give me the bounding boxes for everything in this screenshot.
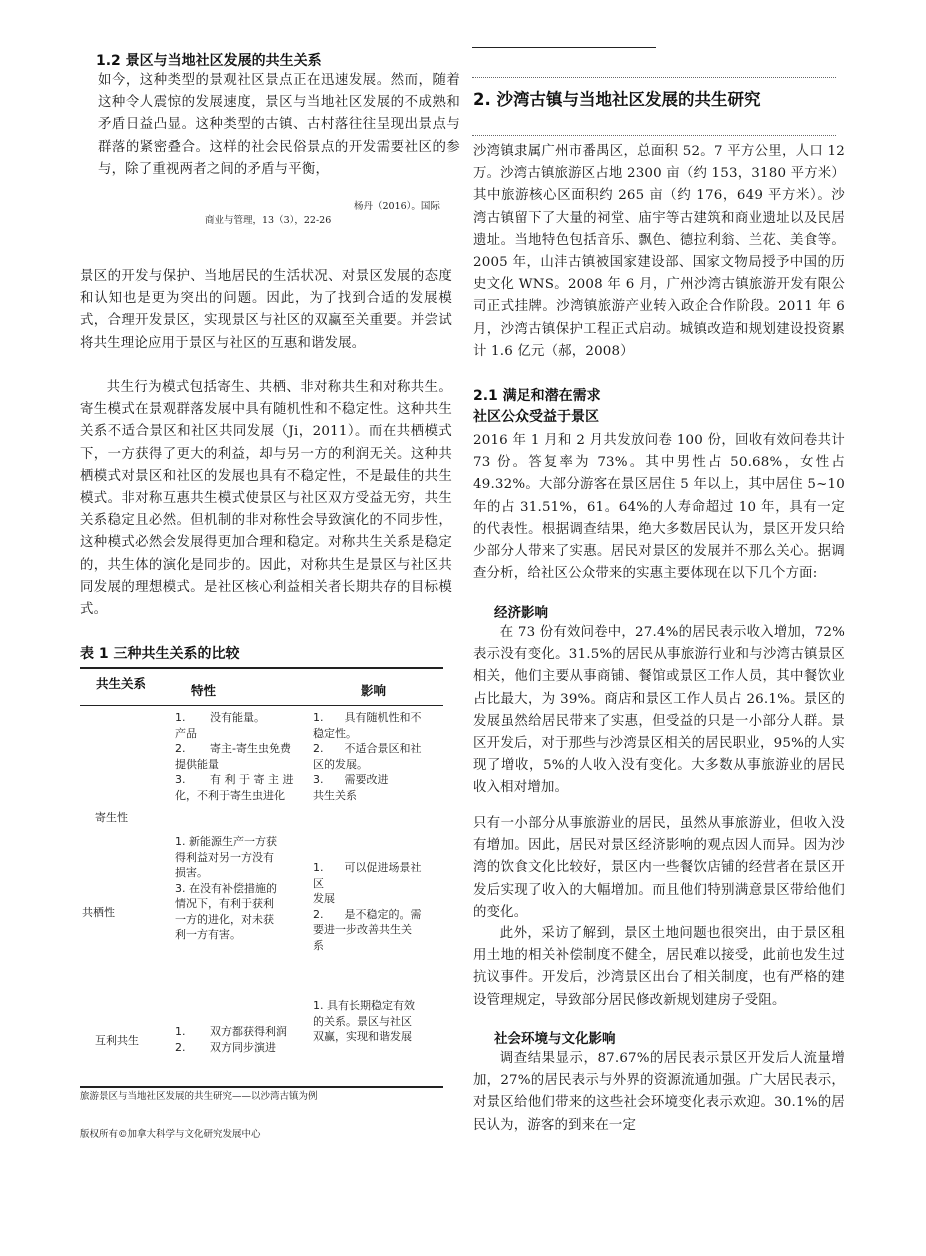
paragraph-few-residents: 只有一小部分从事旅游业的居民，虽然从事旅游业，但收入没有增加。因此，居民对景区经济影响的观点因人而异。因为沙湾的饮食文化比较好，景区内一些餐饮店铺的经营者在景区开发后实现了收入的大幅增加。而且他们特别满意景区带给他们的变化。 xyxy=(473,816,845,920)
table-row-name: 寄生性 xyxy=(95,811,128,824)
paragraph-survey: 2016 年 1 月和 2 月共发放问卷 100 份，回收有效问卷共计 73 份。答复率为 73%。其中男性占 50.68%，女性占 49.32%。大部分游客在景区居住 5 年以上，其中居住 5~10 年的占 31.51%，61。64%的人寿命超过 10 年，具有一定的代表性。根据调查结果，绝大多数居民认为，景区开发只给少部分人带来了实惠。居民对景区的发展并不那么关心。据调查分析，给社区公众带来的实惠主要体现在以下几个方面: xyxy=(473,433,845,582)
paragraph-symbiosis-modes: 共生行为模式包括寄生、共栖、非对称共生和对称共生。寄生模式在景观群落发展中具有随机性和不稳定性。这种共生关系不适合景区和社区共同发展（Ji，2011）。而在共栖模式下，一方获得了更大的利益，却与另一方的利润无关。这种共栖模式对景区和社区的发展也具有不稳定性，不是最佳的共生模式。非对称互惠共生模式使景区与社区双方受益无穷，共生关系稳定且必然。但机制的非对称性会导致演化的不同步性，这种模式必然会发展得更加合理和稳定。对称共生关系是稳定的，共生体的演化是同步的。因此，对称共生是景区与社区共同发展的理想模式。是社区核心利益相关者长期共存的目标模式。 xyxy=(80,380,452,618)
subheading-public-benefit: 社区公众受益于景区 xyxy=(473,409,599,425)
section-2-1-heading: 2.1 满足和潜在需求 xyxy=(473,388,601,404)
table-row-impact: 1. 可以促进场景社 区 发展 2. 是不稳定的。需 要进一步改善共生关 系 xyxy=(313,861,422,952)
section-1-2-heading: 1.2 景区与当地社区发展的共生关系 xyxy=(96,53,322,69)
table-row-trait: 1. 没有能量。 产品 2. 寄主-寄生虫免费 提供能量 3. 有 利 于 寄 主 进 化，不利于寄生虫进化 xyxy=(175,711,294,802)
table-header-rule xyxy=(80,705,443,706)
quote-paragraph: 如今，这种类型的景观社区景点正在迅速发展。然而，随着这种令人震惊的发展速度，景区与当地社区发展的不成熟和矛盾日益凸显。这种类型的古镇、古村落往往呈现出景点与群落的紧密叠合。这样的社会民俗景点的开发需要社区的参与，除了重视两者之间的矛盾与平衡， xyxy=(98,73,460,177)
table-row-trait: 1. 新能源生产一方获 得利益对另一方没有 损害。 3. 在没有补偿措施的 情况下，有利于获利 一方的进化，对未获 利一方有害。 xyxy=(175,835,277,941)
citation-line-2: 商业与管理，13（3），22-26 xyxy=(205,215,332,226)
table-row-name: 互利共生 xyxy=(95,1034,139,1047)
table-row-trait: 1. 双方都获得利润 2. 双方同步演进 xyxy=(175,1025,287,1054)
table-header-relation: 共生关系 xyxy=(96,676,147,691)
footer-copyright: 版权所有©加拿大科学与文化研究发展中心 xyxy=(80,1129,261,1140)
paragraph-social: 调查结果显示，87.67%的居民表示景区开发后人流量增加，27%的居民表示与外界的资源流通加强。广大居民表示，对景区给他们带来的这些社会环境变化表示欢迎。30.1%的居民认为，游客的到来在一定 xyxy=(473,1051,845,1133)
table-header-trait: 特性 xyxy=(191,683,217,698)
table-bottom-rule xyxy=(80,1086,443,1088)
table-row-impact: 1. 具有长期稳定有效 的关系。景区与社区 双赢，实现和谐发展 xyxy=(313,999,415,1043)
dotted-rule-top xyxy=(472,77,836,78)
subheading-economic-impact: 经济影响 xyxy=(494,605,548,621)
subheading-social-impact: 社会环境与文化影响 xyxy=(494,1031,616,1047)
table-title: 表 1 三种共生关系的比较 xyxy=(80,646,240,662)
paragraph-development: 景区的开发与保护、当地居民的生活状况、对景区发展的态度和认知也是更为突出的问题。因此，为了找到合适的发展模式，合理开发景区，实现景区与社区的双赢至关重要。并尝试将共生理论应用于景区与社区的互惠和谐发展。 xyxy=(80,269,452,351)
table-row-impact: 1. 具有随机性和不 稳定性。 2. 不适合景区和社 区的发展。 3. 需要改进 共生关系 xyxy=(313,711,422,802)
table-header-impact: 影响 xyxy=(361,683,387,698)
paragraph-shawan-intro: 沙湾镇隶属广州市番禺区，总面积 52。7 平方公里，人口 12 万。沙湾古镇旅游区占地 2300 亩（约 153，3180 平方米）其中旅游核心区面积约 265 亩（约 176，649 平方米）。沙湾古镇留下了大量的祠堂、庙宇等古建筑和商业遗址以及民居遗址。当地特色包括音乐、飘色、德拉利翁、兰花、美食等。2005 年，山沣古镇被国家建设部、国家文物局授予中国的历史文化 WNS。2008 年 6 月，广州沙湾古镇旅游开发有限公司正式挂牌。沙湾镇旅游产业转入政企合作阶段。2011 年 6 月，沙湾古镇保护工程正式启动。城镇改造和规划建设投资累计 1.6 亿元（郝，2008） xyxy=(473,144,845,359)
citation-line-1: 杨丹（2016）。国际 xyxy=(354,201,440,212)
table-row-name: 共栖性 xyxy=(82,906,115,919)
dotted-rule-bottom xyxy=(472,135,836,136)
paragraph-land-issue: 此外，采访了解到，景区土地问题也很突出，由于景区租用土地的相关补偿制度不健全，居民难以接受，此前也发生过抗议事件。开发后，沙湾景区出台了相关制度，也有严格的建设管理规定，导致部分居民修改新规划建房子受阻。 xyxy=(473,926,845,1008)
paragraph-economic: 在 73 份有效问卷中，27.4%的居民表示收入增加，72%表示没有变化。31.5%的居民从事旅游行业和与沙湾古镇景区相关，他们主要从事商铺、餐馆或景区工作人员，其中餐饮业占比最大，为 39%。商店和景区工作人员占 26.1%。景区的发展虽然给居民带来了实惠，但受益的只是一小部分人群。景区开发后，对于那些与沙湾景区相关的居民职业，95%的人实现了增收，5%的人收入没有变化。大多数从事旅游业的居民收入相对增加。 xyxy=(473,625,845,796)
footer-title: 旅游景区与当地社区发展的共生研究——以沙湾古镇为例 xyxy=(80,1091,318,1102)
section-2-heading: 2. 沙湾古镇与当地社区发展的共生研究 xyxy=(473,90,761,109)
top-rule xyxy=(472,47,656,48)
table-top-rule xyxy=(80,667,443,669)
